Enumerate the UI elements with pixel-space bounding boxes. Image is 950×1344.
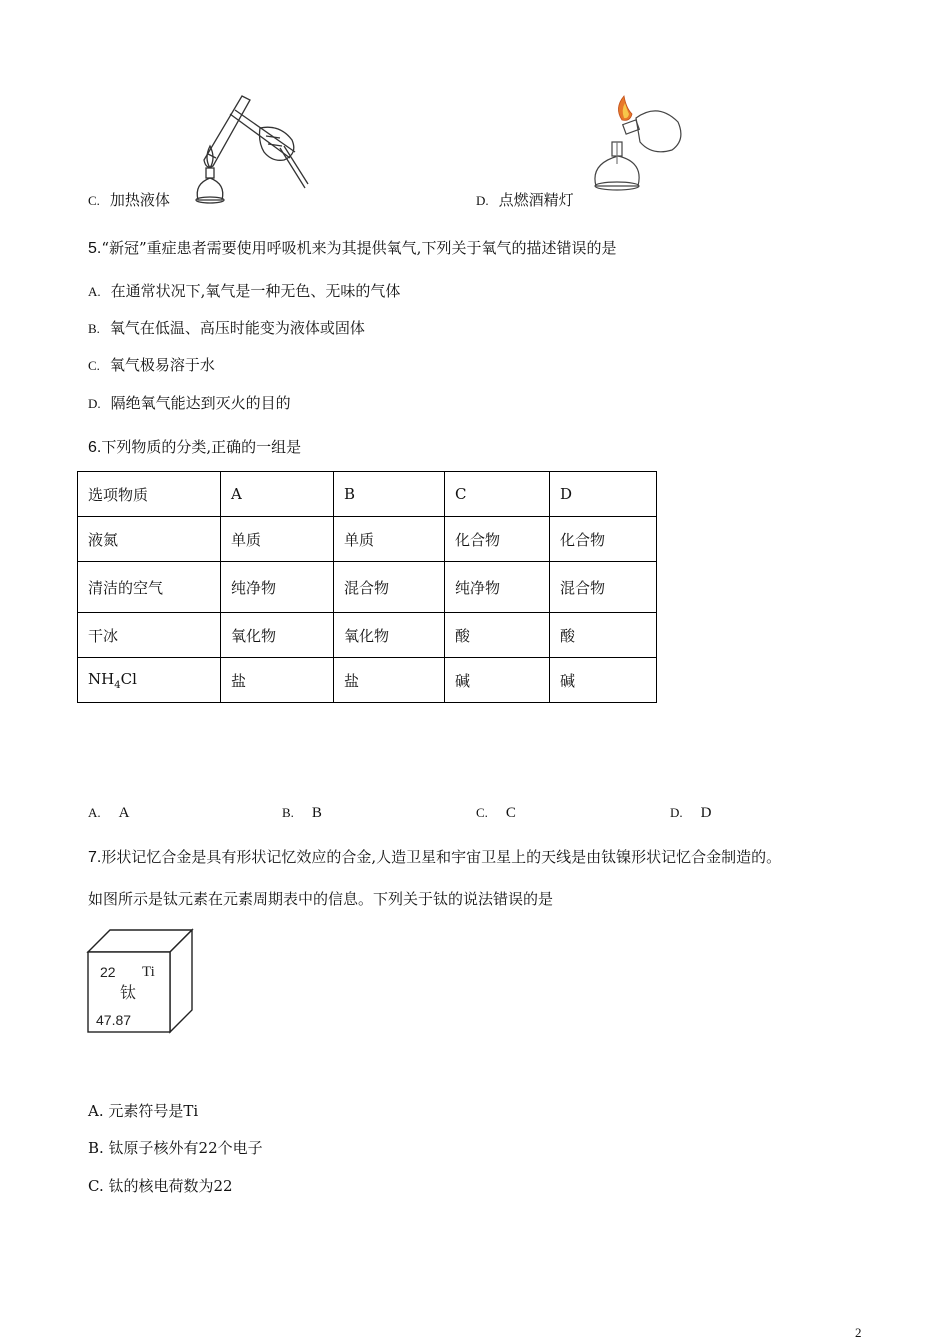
q5-option-a-label: A. — [88, 284, 101, 299]
heating-liquid-illustration — [180, 88, 310, 206]
table-cell: 干冰 — [78, 613, 221, 658]
q5-option-d-text: 隔绝氧气能达到灭火的目的 — [110, 394, 291, 412]
q5-option-d-label: D. — [88, 396, 101, 411]
table-row — [78, 517, 657, 562]
q4-option-d — [476, 190, 574, 211]
table-cell: 清洁的空气 — [78, 562, 221, 613]
q7-option-b: B. 钛原子核外有22个电子 — [88, 1139, 263, 1157]
q4-option-c-label: C. — [88, 193, 100, 208]
table-cell: $NH_4Cl$ — [78, 658, 221, 703]
q7-stem-line1 — [88, 847, 781, 868]
titanium-element-tile — [86, 928, 196, 1034]
q6-answer-c — [476, 803, 516, 822]
q4-option-d-label: D. — [476, 193, 489, 208]
table-cell: 纯净物 — [221, 562, 334, 613]
q6-stem-text: 下列物质的分类,正确的一组是 — [101, 438, 302, 456]
q5-option-b — [88, 318, 365, 339]
q6-number: 6. — [88, 439, 102, 456]
q6-answer-b-label: B. — [282, 805, 294, 820]
element-symbol: Ti — [142, 964, 155, 980]
q5-option-a-text: 在通常状况下,氧气是一种无色、无味的气体 — [110, 282, 401, 300]
q6-answer-b-value: B — [311, 805, 322, 821]
table-cell: 化合物 — [550, 517, 657, 562]
q4-option-c — [88, 190, 170, 211]
table-header-row — [78, 472, 657, 517]
q5-option-c-text: 氧气极易溶于水 — [109, 356, 215, 374]
q4-option-c-text: 加热液体 — [109, 191, 170, 209]
q7-number: 7. — [88, 849, 102, 866]
classification-table — [77, 471, 657, 703]
table-cell: 碱 — [445, 658, 550, 703]
q6-stem — [88, 437, 301, 458]
table-cell: 单质 — [334, 517, 445, 562]
q7-option-a: A. 元素符号是Ti — [88, 1102, 199, 1120]
table-header-cell: D — [550, 472, 657, 517]
q4-option-d-text: 点燃酒精灯 — [498, 191, 574, 209]
table-row — [78, 613, 657, 658]
q5-option-d — [88, 393, 291, 414]
q6-answer-d-value: D — [700, 805, 712, 821]
table-cell: 碱 — [550, 658, 657, 703]
q7-option-c: C. 钛的核电荷数为22 — [88, 1177, 233, 1195]
q5-option-c — [88, 355, 215, 376]
table-cell: 纯净物 — [445, 562, 550, 613]
q6-answer-d — [670, 803, 711, 822]
table-cell: 化合物 — [445, 517, 550, 562]
table-cell: 单质 — [221, 517, 334, 562]
table-cell: 酸 — [445, 613, 550, 658]
table-header-cell: C — [445, 472, 550, 517]
q5-option-c-label: C. — [88, 358, 100, 373]
q6-answer-a-label: A. — [88, 805, 101, 820]
table-header-cell: 选项物质 — [78, 472, 221, 517]
q6-answer-c-label: C. — [476, 805, 488, 820]
q5-stem-text: “新冠”重症患者需要使用呼吸机来为其提供氧气,下列关于氧气的描述错误的是 — [101, 239, 617, 257]
q5-number: 5. — [88, 240, 102, 257]
q5-stem — [88, 238, 616, 259]
table-cell: 混合物 — [334, 562, 445, 613]
element-name: 钛 — [120, 983, 137, 1002]
lighting-alcohol-lamp-illustration — [588, 94, 688, 194]
q5-option-b-label: B. — [88, 321, 100, 336]
q6-answer-a-value: A — [118, 805, 130, 821]
table-header-cell: B — [334, 472, 445, 517]
table-cell: 液氮 — [78, 517, 221, 562]
table-cell: 氧化物 — [334, 613, 445, 658]
q6-answer-a — [88, 803, 129, 822]
table-cell: 氧化物 — [221, 613, 334, 658]
table-cell: 盐 — [334, 658, 445, 703]
table-cell: 盐 — [221, 658, 334, 703]
q6-answer-b — [282, 803, 322, 822]
element-atomic-mass: 47.87 — [96, 1012, 132, 1028]
table-header-cell: A — [221, 472, 334, 517]
table-row — [78, 562, 657, 613]
q7-stem-line1-text: 形状记忆合金是具有形状记忆效应的合金,人造卫星和宇宙卫星上的天线是由钛镍形状记忆合金制造的。 — [101, 848, 782, 866]
q5-option-a — [88, 281, 400, 302]
q6-answer-c-value: C — [505, 805, 516, 821]
table-row — [78, 658, 657, 703]
q6-answer-d-label: D. — [670, 805, 683, 820]
q5-option-b-text: 氧气在低温、高压时能变为液体或固体 — [109, 319, 365, 337]
table-cell: 混合物 — [550, 562, 657, 613]
table-cell: 酸 — [550, 613, 657, 658]
q7-stem-line2: 如图所示是钛元素在元素周期表中的信息。下列关于钛的说法错误的是 — [88, 890, 554, 908]
element-atomic-number: 22 — [100, 964, 116, 980]
page-number: 2 — [855, 1325, 862, 1340]
